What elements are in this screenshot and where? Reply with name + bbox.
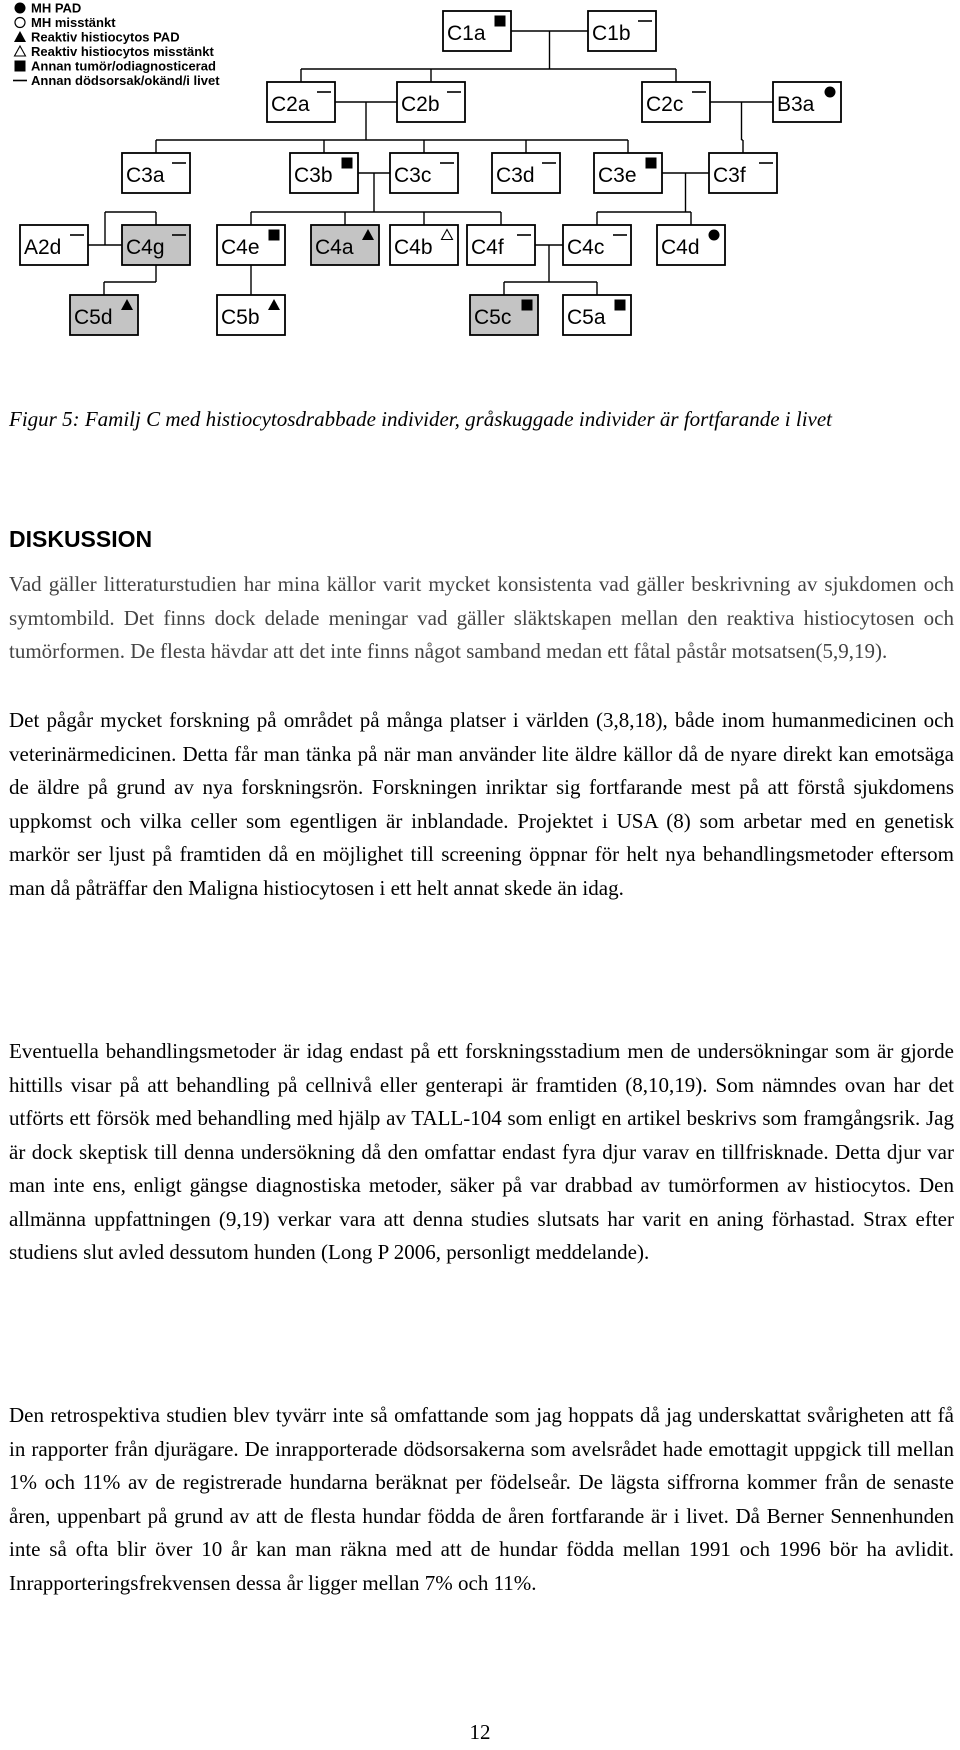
pedigree-node-c5d <box>70 295 138 335</box>
filled-square-icon <box>522 300 533 311</box>
node-label: C5c <box>474 306 512 329</box>
node-label: C5b <box>221 306 260 329</box>
node-label: C2b <box>401 93 440 116</box>
family-connector <box>104 265 156 295</box>
pedigree-figure <box>0 0 960 380</box>
family-connector <box>710 102 773 153</box>
legend-item <box>15 44 215 59</box>
node-label: C3c <box>394 164 432 187</box>
pedigree-node-c4e <box>217 225 285 265</box>
node-label: C3b <box>294 164 333 187</box>
node-label: C3e <box>598 164 637 187</box>
pedigree-node-c3a <box>122 153 190 193</box>
pedigree-node-c3f <box>709 153 777 193</box>
legend <box>13 1 220 89</box>
pedigree-node-c5c <box>470 295 538 335</box>
node-label: C3f <box>713 164 746 187</box>
pedigree-node-b3a <box>773 82 841 122</box>
filled-triangle-icon <box>14 31 26 42</box>
legend-item <box>13 73 220 88</box>
pedigree-node-c4b <box>390 225 458 265</box>
legend-item <box>15 1 82 16</box>
legend-label: MH misstänkt <box>31 15 116 30</box>
filled-circle-icon <box>15 3 26 14</box>
filled-square-icon <box>15 61 26 72</box>
node-label: C4d <box>661 236 700 259</box>
node-label: C5d <box>74 306 113 329</box>
pedigree-node-c2b <box>397 82 465 122</box>
pedigree-node-c5a <box>563 295 631 335</box>
family-connector <box>156 102 628 153</box>
pedigree-node-c2c <box>642 82 710 122</box>
pedigree-node-c1b <box>588 11 656 51</box>
node-label: C1b <box>592 22 631 45</box>
legend-label: Annan dödsorsak/okänd/i livet <box>31 73 220 88</box>
filled-square-icon <box>269 230 280 241</box>
page-number: 12 <box>469 1720 491 1744</box>
pedigree-node-c4c <box>563 225 631 265</box>
node-label: C4b <box>394 236 433 259</box>
node-label: C3a <box>126 164 165 187</box>
section-heading: DISKUSSION <box>9 526 153 552</box>
paragraph-1: Vad gäller litteraturstudien har mina källor varit mycket konsistenta vad gäller beskrivning av sjukdomen och symtombild. Det finns dock delade meningar vad gäller släktskapen mellan den reaktiva histiocytosen och tumörformen. De flesta hävdar att det inte finns något samband medan ett fåtal påstår motsatsen(5,9,19). <box>9 572 954 663</box>
filled-circle-icon <box>709 230 720 241</box>
node-label: A2d <box>24 236 62 259</box>
pedigree-node-c3b <box>290 153 358 193</box>
node-label: C4g <box>126 236 165 259</box>
filled-square-icon <box>646 158 657 169</box>
filled-square-icon <box>495 16 506 27</box>
node-label: B3a <box>777 93 815 116</box>
legend-item <box>15 59 216 74</box>
legend-item <box>15 15 116 30</box>
legend-item <box>14 30 180 45</box>
node-label: C2c <box>646 93 684 116</box>
pedigree-node-c3d <box>492 153 560 193</box>
paragraph-2: Det pågår mycket forskning på området på många platser i världen (3,8,18), både inom humanmedicinen och veterinärmedicinen. Detta får man tänka på när man använder lite äldre källor då de nyare direkt kan emotsäga de äldre på grund av nya forskningsrön. Forskningen inriktar sig fortfarande mest på att förstå sjukdomens uppkomst och vilka celler som egentligen är inblandade. Projektet i USA (8) som arbetar med en genetisk markör ser ljust på framtiden då en möjlighet till screening öppnar för helt nya behandlingsmetoder eftersom man då påträffar den Maligna histiocytosen i ett helt annat skede än idag. <box>9 708 954 900</box>
paragraph-3: Eventuella behandlingsmetoder är idag endast på ett forskningsstadium men de undersökningar som är gjorde hittills visar på att behandling på cellnivå eller genterapi är framtiden (8,10,19). Som nämndes ovan har det utförts ett försök med behandling med hjälp av TALL-104 som enligt en artikel beskrivs som framgångsrik. Jag är dock skeptisk till denna undersökning då den omfattar endast fyra djur varav en tillfrisknade. Detta djur var man inte ens, enligt gängse diagnostiska metoder, säker på var drabbad av tumörformen av histiocytos. Den allmänna uppfattningen (9,19) verkar vara att denna studies slutsats har varit en aning förhastad. Strax efter studiens slut avled dessutom hunden (Long P 2006, personligt meddelande). <box>9 1039 954 1264</box>
figure-caption: Figur 5: Familj C med histiocytosdrabbade individer, gråskuggade individer är fortfarande i livet <box>9 407 832 431</box>
pedigree-node-c1a <box>443 11 511 51</box>
node-label: C4f <box>471 236 504 259</box>
filled-square-icon <box>342 158 353 169</box>
node-label: C5a <box>567 306 606 329</box>
pedigree-chart <box>0 0 960 380</box>
legend-label: Reaktiv histiocytos misstänkt <box>31 44 214 59</box>
pedigree-node-c3c <box>390 153 458 193</box>
node-label: C4e <box>221 236 260 259</box>
pedigree-node-c4d <box>657 225 725 265</box>
legend-label: MH PAD <box>31 0 82 16</box>
pedigree-node-c4a <box>311 225 379 265</box>
family-connector <box>251 173 501 225</box>
pedigree-node-c5b <box>217 295 285 335</box>
node-label: C2a <box>271 93 310 116</box>
pedigree-node-c3e <box>594 153 662 193</box>
node-label: C4a <box>315 236 354 259</box>
legend-label: Annan tumör/odiagnosticerad <box>31 58 216 74</box>
pedigree-node-a2d <box>20 225 88 265</box>
pedigree-node-c4g <box>122 225 190 265</box>
node-label: C1a <box>447 22 486 45</box>
open-circle-icon <box>15 18 25 28</box>
node-label: C3d <box>496 164 535 187</box>
legend-label: Reaktiv histiocytos PAD <box>31 29 180 45</box>
node-label: C4c <box>567 236 605 259</box>
pedigree-node-c4f <box>467 225 535 265</box>
filled-square-icon <box>615 300 626 311</box>
paragraph-4: Den retrospektiva studien blev tyvärr inte så omfattande som jag hoppats då jag underskattat svårigheten att få in rapporter från djurägare. De inrapporterade dödsorsakerna som avelsrådet hade emottagit uppgick till mellan 1% och 11% av de registrerade hundarna beräknat per födelseår. De lägsta siffrorna kommer från de senaste åren, uppenbart på grund av att de flesta hundar födda de åren fortfarande är i livet. Då Berner Sennenhunden inte så ofta blir över 10 år kan man räkna med att de hundar födda mellan 1991 och 1996 bör ha avlidit. Inrapporteringsfrekvensen dessa år ligger mellan 7% och 11%. <box>9 1403 954 1595</box>
open-triangle-icon <box>15 46 26 56</box>
filled-circle-icon <box>825 87 836 98</box>
pedigree-node-c2a <box>267 82 335 122</box>
